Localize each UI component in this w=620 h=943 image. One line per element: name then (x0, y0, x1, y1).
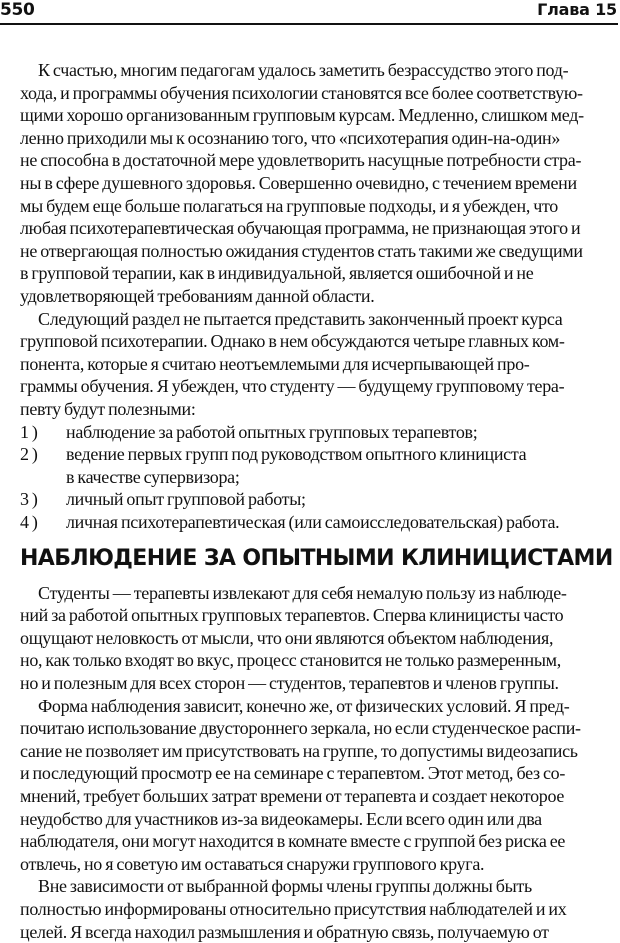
list-item-text: личная психотерапевтическая (или самоисследовательская) работа. (66, 512, 560, 532)
text-line: сание не позволяет им присутствовать на группе, то допустимы видеозапись (20, 740, 578, 761)
text-line: Форма наблюдения зависит, конечно же, от физических условий. Я пред- (38, 695, 570, 716)
text-line: но и полезным для всех сторон — студентов, терапевтов и членов группы. (20, 673, 559, 693)
text-line: хода, и программы обучения психологии становятся все более соответствую- (20, 82, 583, 103)
list-item-number: 3 ) (20, 489, 38, 510)
section-heading: НАБЛЮДЕНИЕ ЗА ОПЫТНЫМИ КЛИНИЦИСТАМИ (20, 545, 613, 571)
text-line: неудобство для участников из-за видеокамеры. Если всего один или два (20, 808, 542, 829)
text-line: мы будем еще больше полагаться на групповые подходы, и я убежден, что (20, 195, 558, 216)
text-line: групповой психотерапии. Однако в нем обсуждаются четыре главных ком- (20, 331, 565, 352)
text-line: ны в сфере душевного здоровья. Совершенно очевидно, с течением времени (20, 173, 577, 193)
text-line: но, как только входят во вкус, процесс становится не только размеренным, (20, 650, 561, 671)
list-item-number: 4 ) (20, 512, 38, 532)
text-line: граммы обучения. Я убежден, что студенту — будущему групповому тера- (20, 376, 565, 397)
text-line: певту будут полезными: (20, 399, 196, 419)
text-line: удовлетворяющей требованиям данной области. (20, 286, 375, 306)
list-item-number: 2 ) (20, 444, 38, 465)
text-line: К счастью, многим педагогам удалось заметить безрассудство этого под- (38, 60, 569, 80)
text-line: ний за работой опытных групповых терапевтов. Сперва клиницисты часто (20, 605, 564, 626)
header-rule (0, 23, 618, 25)
text-line: ленно приходили мы к осознанию того, что «психотерапия один-на-один» (20, 127, 561, 148)
text-line: мнений, требует больших затрат времени от терапевта и создает некоторое (20, 786, 565, 806)
text-line: ощущают неловкость от мысли, что они являются объектом наблюдения, (20, 627, 554, 648)
text-line: не отвергающая полностью ожидания студентов стать такими же сведущими (20, 240, 583, 261)
text-line: любая психотерапевтическая обучающая программа, не признающая этого и (20, 218, 581, 239)
text-line: и последующий просмотр ее на семинаре с терапевтом. Этот метод, без со- (20, 763, 566, 784)
text-line: почитаю использование двустороннего зеркала, но если студенческое распи- (20, 718, 581, 739)
text-line: понента, которые я считаю неотъемлемыми для исчерпывающей про- (20, 353, 530, 374)
list-item-text: в качестве супервизора; (66, 466, 240, 487)
text-line: не способна в достаточной мере удовлетворить насущные потребности стра- (20, 150, 582, 171)
text-line: Следующий раздел не пытается представить законченный проект курса (38, 308, 563, 329)
chapter-title: Глава 15 (537, 0, 617, 19)
list-item-text: личный опыт групповой работы; (66, 489, 306, 510)
text-line: отвлечь, но я советую им оставаться снаружи группового круга. (20, 853, 485, 874)
page-header (0, 0, 620, 22)
text-line: щими хорошо организованным групповым курсам. Медленно, слишком мед- (20, 105, 584, 126)
page-number: 550 (0, 0, 35, 20)
text-line: в групповой терапии, как в индивидуальной, является ошибочной и не (20, 263, 534, 284)
text-line: Вне зависимости от выбранной формы члены группы должны быть (38, 876, 532, 897)
list-item-text: наблюдение за работой опытных групповых терапевтов; (66, 421, 478, 442)
text-line: целей. Я всегда находил размышления и обратную связь, получаемую от (20, 921, 549, 942)
text-line: Студенты — терапевты извлекают для себя немалую пользу из наблюде- (38, 582, 567, 603)
text-line: наблюдателя, они могут находится в комнате вместе с группой без риска ее (20, 831, 566, 852)
list-item-text: ведение первых групп под руководством опытного клинициста (66, 444, 527, 465)
list-item-number: 1 ) (20, 421, 38, 442)
text-line: полностью информированы относительно присутствия наблюдателей и их (20, 899, 567, 919)
